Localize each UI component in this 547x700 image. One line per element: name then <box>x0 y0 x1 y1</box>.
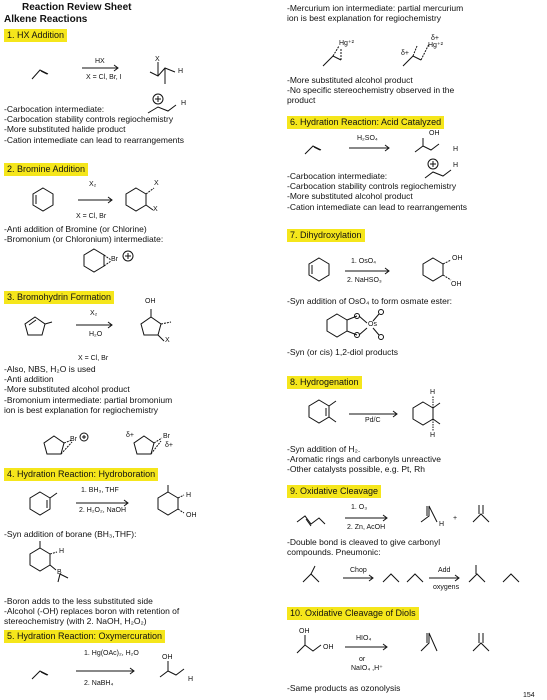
s6-product <box>415 144 439 152</box>
s3-ion: Br <box>70 436 77 443</box>
s10-product-1 <box>421 633 437 651</box>
s9-product-2 <box>473 514 489 522</box>
s9-bullet-2: compounds. Pneumonic: <box>287 547 381 558</box>
r5-hg1: Hg⁺² <box>339 40 354 47</box>
page-number: 154 <box>523 692 535 699</box>
s1-scheme <box>0 44 278 104</box>
s3-reagent-top: X₂ <box>90 310 98 317</box>
s3-bullet-3: -More substituted alcohol product <box>4 384 130 395</box>
s4-reagent-top: 1. BH₃, THF <box>81 487 119 494</box>
s3-bullets <box>4 364 172 415</box>
s3-scheme <box>0 305 278 355</box>
s3-delta2: δ+ <box>165 442 173 449</box>
s3-prod-oh: OH <box>145 298 156 305</box>
r5-bullet-2: -No specific stereochemistry observed in the <box>287 85 455 96</box>
s2-ion-label: Br <box>111 256 118 263</box>
s9-plus: + <box>453 515 458 522</box>
page-subtitle: Alkene Reactions <box>4 14 88 25</box>
s4-scheme <box>0 484 278 534</box>
right-column <box>283 0 547 700</box>
s3-product <box>141 317 161 335</box>
r5-bullet-1: -More substituted alcohol product <box>287 75 413 85</box>
s4-product <box>158 492 178 515</box>
s2-condition: X = Cl, Br <box>76 213 107 220</box>
s7-prod-oh1: OH <box>452 255 463 262</box>
s8-bullets <box>287 444 441 475</box>
section-4-header: 4. Hydration Reaction: Hydroboration <box>4 468 158 481</box>
s9-bullet-1: -Double bond is cleaved to give carbonyl <box>287 537 441 547</box>
page-title: Reaction Review Sheet <box>22 2 132 13</box>
s9-h: H <box>439 521 445 528</box>
s10-reagent-bottom: NaIO₄ ,H⁺ <box>351 665 383 672</box>
section-8-header: 8. Hydrogenation <box>287 376 362 389</box>
s6-prod-oh: OH <box>429 130 440 137</box>
s7-note2: -Syn (or cis) 1,2-diol products <box>287 347 399 357</box>
s8-bullet-2: -Aromatic rings and carbonyls unreactive <box>287 454 442 465</box>
r5-mercurinium <box>283 26 547 72</box>
s10-product-2 <box>473 643 489 651</box>
s2-product <box>126 188 146 211</box>
s7-product <box>423 258 443 281</box>
s1-prod-h: H <box>178 68 184 75</box>
s4-note: -Syn addition of borane (BH₃,THF): <box>4 529 137 539</box>
s9-product-1 <box>421 506 437 522</box>
s1-cation-h: H <box>181 100 187 107</box>
section-5-header: 5. Hydration Reaction: Oxymercuration <box>4 630 165 643</box>
s10-diol <box>297 645 321 653</box>
s8-scheme <box>283 390 547 450</box>
s6-cation-h: H <box>453 162 459 169</box>
s9-reagent-top: 1. O₃ <box>351 504 368 511</box>
s7-prod-oh2: OH <box>451 281 462 288</box>
s2-prod-x1: X <box>154 180 159 187</box>
s3-bullet-1: -Also, NBS, H₂O is used <box>4 364 96 374</box>
s2-bullets <box>4 224 163 244</box>
s2-bullet-2: -Bromonium (or Chloronium) intermediate: <box>4 234 164 245</box>
s10-reagent-top: HIO₄ <box>356 635 372 642</box>
s5-reagent-top: 1. Hg(OAc)₂, H₂O <box>84 650 139 657</box>
s7-scheme <box>283 250 547 294</box>
s8-product <box>413 402 433 425</box>
s6-prod-h: H <box>453 146 459 153</box>
section-2-header: 2. Bromine Addition <box>4 163 88 176</box>
s1-bullet-2: -Carbocation stability controls regiochemistry <box>4 114 174 125</box>
s1-condition: X = Cl, Br, I <box>86 74 122 81</box>
r5-delta1: δ+ <box>431 35 439 42</box>
s7-os: Os <box>368 321 377 328</box>
s3-delta1: δ+ <box>126 432 134 439</box>
s4-prod-h: H <box>186 492 192 499</box>
s6-bullets <box>287 171 467 212</box>
r5-line-2: ion is best explanation for regiochemistry <box>287 13 442 24</box>
s2-scheme <box>0 176 278 226</box>
s8-reagent: Pd/C <box>365 417 381 424</box>
s3-condition: X = Cl, Br <box>78 355 109 362</box>
section-9-header: 9. Oxidative Cleavage <box>287 485 381 498</box>
s1-product <box>150 68 175 76</box>
r5-line-1: -Mercurium ion intermediate: partial mercurium <box>287 3 464 13</box>
s3-bullet-2: -Anti addition <box>4 374 54 385</box>
r5-cont-lines <box>287 3 463 23</box>
s1-bullet-1: -Carbocation intermediate: <box>4 104 105 114</box>
s3-prod-x: X <box>165 337 170 344</box>
s10-prod-oh1: OH <box>299 628 310 635</box>
s4-int-h: H <box>59 548 65 555</box>
s8-prod-h1: H <box>430 389 436 396</box>
s5-alkene <box>32 671 48 679</box>
s2-prod-x2: X <box>153 206 158 213</box>
s1-alkene <box>32 70 48 79</box>
s6-scheme <box>283 130 547 170</box>
s6-reagent: H₂SO₄ <box>357 135 378 142</box>
s1-bullet-4: -Cation intemediate can lead to rearrangements <box>4 134 185 145</box>
s6-bullet-3: -More substituted alcohol product <box>287 191 413 202</box>
s9-alkene <box>297 516 325 524</box>
s9-add: Add <box>438 567 451 574</box>
s4-bullets <box>4 596 179 627</box>
s4-bullet-3: stereochemistry (with 2. NaOH, H₂O₂) <box>4 616 147 627</box>
s5-prod-h: H <box>188 676 194 683</box>
s6-alkene <box>305 146 321 154</box>
section-6-header: 6. Hydration Reaction: Acid Catalyzed <box>287 116 444 129</box>
s9-mnemonic <box>283 560 547 596</box>
s5-reagent-bottom: 2. NaBH₄ <box>84 680 114 687</box>
s3-cyclopentene <box>25 317 45 335</box>
s9-bullets <box>287 537 440 557</box>
s4-intermediate <box>20 538 100 596</box>
s9-scheme <box>283 500 547 540</box>
r5-bullet-3: product <box>287 95 316 106</box>
s1-bullet-3: -More substituted halide product <box>4 124 126 135</box>
section-3-header: 3. Bromohydrin Formation <box>4 291 114 304</box>
r5-delta2: δ+ <box>401 50 409 57</box>
s4-reagent-bottom: 2. H₂O₂, NaOH <box>79 507 127 514</box>
s5-prod-oh: OH <box>162 654 173 661</box>
s9-chop: Chop <box>350 567 367 574</box>
s2-reagent: X₂ <box>89 181 97 188</box>
r5-bullets <box>287 75 454 106</box>
s4-int-b: B <box>57 569 62 576</box>
s3-partial-br: Br <box>163 433 170 440</box>
s5-scheme <box>0 647 278 697</box>
s8-bullet-1: -Syn addition of H₂. <box>287 444 361 454</box>
s7-note: -Syn addition of OsO₄ to form osmate ester: <box>287 296 453 306</box>
r5-hg2: Hg⁺² <box>428 42 443 49</box>
section-7-header: 7. Dihydroxylation <box>287 229 365 242</box>
s6-bullet-2: -Carbocation stability controls regiochemistry <box>287 181 457 192</box>
section-1-header: 1. HX Addition <box>4 29 67 42</box>
s6-bullet-1: -Carbocation intermediate: <box>287 171 388 181</box>
section-10-header: 10. Oxidative Cleavage of Diols <box>287 607 419 620</box>
s6-bullet-4: -Cation intemediate can lead to rearrangements <box>287 201 468 212</box>
s8-prod-h2: H <box>430 432 436 439</box>
s8-bullet-3: -Other catalysts possible, e.g. Pt, Rh <box>287 464 425 475</box>
s3-bullet-5: ion is best explanation for regiochemistry <box>4 404 159 415</box>
s9-oxygens: oxygens <box>433 584 460 591</box>
s10-reagent-mid: or <box>359 656 366 663</box>
s7-reagent-bottom: 2. NaHSO₃ <box>347 277 382 284</box>
s1-prod-x: X <box>155 56 160 63</box>
s1-reagent: HX <box>95 58 105 65</box>
s10-prod-oh2: OH <box>323 644 334 651</box>
s4-bullet-2: -Alcohol (-OH) replaces boron with retention of <box>4 606 180 617</box>
s2-bullet-1: -Anti addition of Bromine (or Chlorine) <box>4 224 147 234</box>
s4-prod-oh: OH <box>186 512 197 519</box>
s7-reagent-top: 1. OsO₄ <box>351 258 377 265</box>
s3-reagent-bottom: H₂O <box>89 331 103 338</box>
s10-note: -Same products as ozonolysis <box>287 683 401 693</box>
s9-reagent-bottom: 2. Zn, AcOH <box>347 524 386 531</box>
s3-bullet-4: -Bromonium intermediate: partial bromonium <box>4 394 173 405</box>
s4-bullet-1: -Boron adds to the less substituted side <box>4 596 153 606</box>
s5-product <box>160 669 184 677</box>
